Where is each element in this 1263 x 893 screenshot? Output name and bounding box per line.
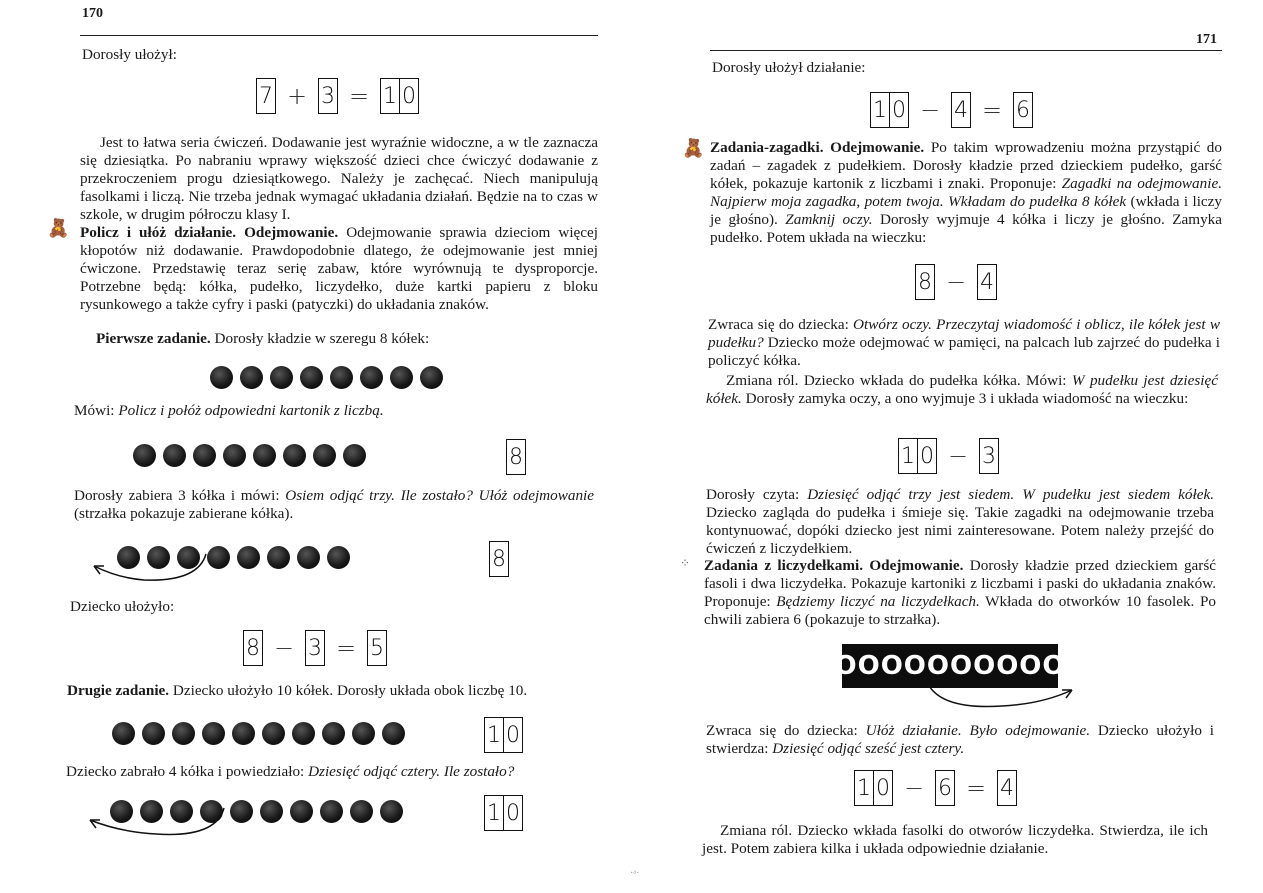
number-card xyxy=(380,78,419,114)
digit-cell: 1 xyxy=(857,775,871,801)
counter-disc xyxy=(210,366,233,389)
digit-cell: 8 xyxy=(492,546,506,572)
says-label: Mówi: xyxy=(74,402,115,419)
digit-cell: 0 xyxy=(917,439,936,473)
number-card xyxy=(318,78,338,114)
task2-heading: Drugie zadanie. xyxy=(67,682,170,699)
counter-disc xyxy=(163,444,186,467)
digit-cell: 8 xyxy=(246,635,260,661)
operator-sign: − xyxy=(273,634,295,662)
counter-disc xyxy=(350,800,373,823)
heading-count-subtract: Policz i ułóż działanie. Odejmowanie. xyxy=(80,224,339,241)
arrange-paragraph xyxy=(706,722,1214,758)
number-card xyxy=(506,439,526,475)
reads-a: Dorosły czyta: xyxy=(706,486,800,503)
riddles-text-e: Dorosły wyjmuje 4 kółka i liczy je głośno. Zamyka pudełko. Potem układa na wieczku: xyxy=(710,211,1223,246)
equation-7-plus-3 xyxy=(256,78,419,114)
abacus-c: Wkłada do otworków 10 fasolek. Po chwili zabiera 6 (pokazuje to strzałka). xyxy=(704,593,1216,628)
riddles-text-d: Zamknij oczy. xyxy=(785,211,873,228)
counter-disc xyxy=(330,366,353,389)
digit-cell: 3 xyxy=(982,443,996,469)
intro-right: Dorosły ułożył działanie: xyxy=(712,59,866,76)
abacus-paragraph xyxy=(704,557,1216,629)
number-card xyxy=(243,630,263,666)
digit-cell: 1 xyxy=(873,97,887,123)
riddles-paragraph xyxy=(710,139,1222,247)
card-8-first xyxy=(506,439,526,475)
took4-paragraph xyxy=(66,763,514,781)
digit-cell: 3 xyxy=(321,83,335,109)
binding-mark: ·ᵃ· xyxy=(630,868,640,879)
heading-abacus: Zadania z liczydełkami. Odejmowanie. xyxy=(704,557,964,574)
card-8-second xyxy=(489,541,509,577)
teddy-bear-icon: 🧸 xyxy=(47,218,70,238)
counter-disc xyxy=(327,546,350,569)
dots-row-2 xyxy=(133,444,366,467)
took4-italic: Dziesięć odjąć cztery. Ile zostało? xyxy=(308,763,515,780)
arrange-c: Dziecko ułożyło i stwierdza: xyxy=(706,722,1215,757)
equation-8-minus-4 xyxy=(915,264,997,300)
reads-b: Dziesięć odjąć trzy jest siedem. W pudełku jest siedem kółek. xyxy=(807,486,1214,503)
operator-sign: = xyxy=(981,96,1003,124)
counter-disc xyxy=(267,546,290,569)
page-number-left: 170 xyxy=(82,6,103,21)
digit-cell: 6 xyxy=(1016,97,1030,123)
number-card xyxy=(979,438,999,474)
digit-cell: 1 xyxy=(901,443,915,469)
paragraph-subtraction xyxy=(80,224,598,314)
task1-text: Dorosły kładzie w szeregu 8 kółek: xyxy=(214,330,430,347)
counter-disc xyxy=(193,444,216,467)
header-rule-right xyxy=(710,50,1222,51)
child-arranged-label: Dziecko ułożyło: xyxy=(70,598,175,615)
counter-disc xyxy=(283,444,306,467)
operator-sign: = xyxy=(335,634,357,662)
number-card xyxy=(997,770,1017,806)
open-eyes-b: Otwórz oczy. Przeczytaj wiadomość i oblicz, ile kółek jest w pudełku? xyxy=(708,316,1220,351)
arrow-remove-6 xyxy=(922,680,1082,716)
riddles-text-b: Zagadki na odejmowanie. Najpierw moja zagadka, potem twoja. Wkładam do pudełka 8 kółek xyxy=(710,175,1223,210)
task2-paragraph xyxy=(67,682,527,700)
task1-heading: Pierwsze zadanie. xyxy=(96,330,211,347)
arrow-remove-4 xyxy=(84,802,234,842)
riddles-text-c: (wkłada i liczy je głośno). xyxy=(710,193,1223,228)
digit-cell: 6 xyxy=(938,775,952,801)
number-card xyxy=(305,630,325,666)
number-card xyxy=(1013,92,1033,128)
operator-sign: − xyxy=(919,96,941,124)
riddles-text-a: Po takim wprowadzeniu można przystąpić do zadań – zagadek z pudełkiem. Dorosły kładzie przed dzieckiem pudełko, garść kółek, pokazuje kartonik z liczbami i znaki. Proponuje: xyxy=(710,139,1222,192)
took4-text: Dziecko zabrało 4 kółka i powiedziało: xyxy=(66,763,305,780)
counter-disc xyxy=(382,722,405,745)
number-card xyxy=(915,264,935,300)
role-change-paragraph xyxy=(706,372,1218,408)
counter-disc xyxy=(270,366,293,389)
header-rule-left xyxy=(80,35,598,36)
number-card xyxy=(484,717,523,753)
says-line xyxy=(74,402,384,420)
abacus-beans: OOOOOOOOOO xyxy=(842,644,1058,688)
counter-disc xyxy=(112,722,135,745)
counter-disc xyxy=(232,722,255,745)
card-10-first xyxy=(484,717,523,753)
digit-cell: 1 xyxy=(487,722,501,748)
counter-disc xyxy=(322,722,345,745)
counter-disc xyxy=(260,800,283,823)
counter-disc xyxy=(262,722,285,745)
number-card xyxy=(870,92,909,128)
abacus-a: Dorosły kładzie przed dzieckiem garść fasoli i dwa liczydełka. Pokazuje kartoniki z liczbami i paski do układania znaków. Proponuje: xyxy=(704,557,1217,610)
operator-sign: − xyxy=(945,268,967,296)
counter-disc xyxy=(420,366,443,389)
open-eyes-a: Zwraca się do dziecka: xyxy=(708,316,849,333)
open-eyes-c: Dziecko może odejmować w pamięci, na palcach lub zajrzeć do pudełka i policzyć kółka. xyxy=(708,334,1221,369)
arrange-b: Ułóż działanie. Było odejmowanie. xyxy=(865,722,1091,739)
role-change-b: W pudełku jest dziesięć kółek. xyxy=(706,372,1218,407)
counter-disc xyxy=(292,722,315,745)
digit-cell: 7 xyxy=(259,83,273,109)
counter-disc xyxy=(290,800,313,823)
digit-cell: 4 xyxy=(954,97,968,123)
arrow-remove-3 xyxy=(88,548,228,588)
digit-cell: 1 xyxy=(383,83,397,109)
digit-cell: 0 xyxy=(503,796,522,830)
page-number-right: 171 xyxy=(1196,32,1217,47)
role-change-a: Zmiana ról. Dziecko wkłada do pudełka kółka. Mówi: xyxy=(726,372,1067,389)
final-paragraph: Zmiana ról. Dziecko wkłada fasolki do otworów liczydełka. Stwierdza, ile ich jest. Potem zabiera kilka i układa odpowiednie działanie. xyxy=(702,822,1208,857)
counter-disc xyxy=(133,444,156,467)
card-10-second xyxy=(484,795,523,831)
takes-text: Dorosły zabiera 3 kółka i mówi: xyxy=(74,487,280,504)
number-card xyxy=(489,541,509,577)
digit-cell: 5 xyxy=(370,635,384,661)
right-page xyxy=(632,0,1263,893)
digit-cell: 3 xyxy=(308,635,322,661)
counter-disc xyxy=(142,722,165,745)
operator-sign: + xyxy=(286,82,308,110)
operator-sign: − xyxy=(903,774,925,802)
arrange-a: Zwraca się do dziecka: xyxy=(706,722,858,739)
digit-cell: 0 xyxy=(399,79,418,113)
says-italic: Policz i połóż odpowiedni kartonik z liczbą. xyxy=(118,402,384,419)
left-page xyxy=(0,0,630,893)
open-eyes-paragraph xyxy=(708,316,1220,370)
counter-disc xyxy=(223,444,246,467)
counter-disc xyxy=(237,546,260,569)
counter-disc xyxy=(313,444,336,467)
paragraph-subtraction-text: Odejmowanie sprawia dzieciom więcej kłopotów niż dodawanie. Prawdopodobnie dlatego, że odejmowanie jest mniej ćwiczone. Przedstawię teraz serię zabaw, które wyrównują te dysproporcje. Potrzebne będą: kółka, pudełko, liczydełko, duże kartki papieru z bloku rysunkowego a także cyfry i paski (patyczki) do układania znaków. xyxy=(80,224,598,313)
number-card xyxy=(256,78,276,114)
number-card xyxy=(484,795,523,831)
teddy-bear-icon-small: ⁘ xyxy=(680,556,691,570)
number-card xyxy=(951,92,971,128)
counter-disc xyxy=(202,722,225,745)
dots-row-1 xyxy=(210,366,443,389)
digit-cell: 0 xyxy=(873,771,892,805)
digit-cell: 1 xyxy=(487,800,501,826)
counter-disc xyxy=(360,366,383,389)
operator-sign: = xyxy=(965,774,987,802)
task2-text: Dziecko ułożyło 10 kółek. Dorosły układa obok liczbę 10. xyxy=(172,682,528,699)
intro-left: Dorosły ułożył: xyxy=(82,46,177,63)
heading-riddles: Zadania-zagadki. Odejmowanie. xyxy=(710,139,925,156)
reads-c: Dziecko zagląda do pudełka i śmieje się. Takie zagadki na odejmowanie trzeba kontynuować, dopóki dziecko jest nimi zainteresowane. Potem należy przejść do ćwiczeń z liczydełkiem. xyxy=(706,504,1214,557)
equation-10-minus-4 xyxy=(870,92,1033,128)
digit-cell: 4 xyxy=(980,269,994,295)
digit-cell: 0 xyxy=(503,718,522,752)
takes-paragraph xyxy=(74,487,594,523)
role-change-c: Dorosły zamyka oczy, a ono wyjmuje 3 i układa wiadomość na wieczku: xyxy=(745,390,1189,407)
number-card xyxy=(977,264,997,300)
task1-paragraph xyxy=(96,330,596,348)
equation-8-minus-3 xyxy=(243,630,387,666)
arrange-d: Dziesięć odjąć sześć jest cztery. xyxy=(772,740,965,757)
dots-row-4 xyxy=(112,722,405,745)
counter-disc xyxy=(380,800,403,823)
counter-disc xyxy=(390,366,413,389)
counter-disc xyxy=(300,366,323,389)
abacus-b: Będziemy liczyć na liczydełkach. xyxy=(776,593,980,610)
digit-cell: 8 xyxy=(918,269,932,295)
paragraph-intro: Jest to łatwa seria ćwiczeń. Dodawanie jest wyraźnie widoczne, a w tle zaznacza się dziesiątka. Po nabraniu wprawy większość dzieci chce ćwiczyć dodawanie z przekroczeniem progu dziesiątkowego. Należy je zachęcać. Niech manipulują fasolkami i liczą. Nie trzeba jednak wymagać układania działań. Będzie na to czas w szkole, w drugim półroczu klasy I. xyxy=(80,134,598,223)
counter-disc xyxy=(297,546,320,569)
counter-disc xyxy=(253,444,276,467)
equation-10-minus-6 xyxy=(854,770,1017,806)
takes-tail: (strzałka pokazuje zabierane kółka). xyxy=(74,505,294,522)
digit-cell: 8 xyxy=(509,444,523,470)
equation-10-minus-3 xyxy=(898,438,999,474)
number-card xyxy=(367,630,387,666)
teddy-bear-icon-right: 🧸 xyxy=(682,138,705,158)
digit-cell: 0 xyxy=(889,93,908,127)
reads-paragraph xyxy=(706,486,1214,558)
counter-disc xyxy=(343,444,366,467)
counter-disc xyxy=(240,366,263,389)
number-card xyxy=(854,770,893,806)
counter-disc xyxy=(172,722,195,745)
operator-sign: − xyxy=(947,442,969,470)
takes-italic: Osiem odjąć trzy. Ile zostało? Ułóż odejmowanie xyxy=(285,487,595,504)
counter-disc xyxy=(320,800,343,823)
digit-cell: 4 xyxy=(1000,775,1014,801)
number-card xyxy=(935,770,955,806)
operator-sign: = xyxy=(348,82,370,110)
counter-disc xyxy=(352,722,375,745)
number-card xyxy=(898,438,937,474)
